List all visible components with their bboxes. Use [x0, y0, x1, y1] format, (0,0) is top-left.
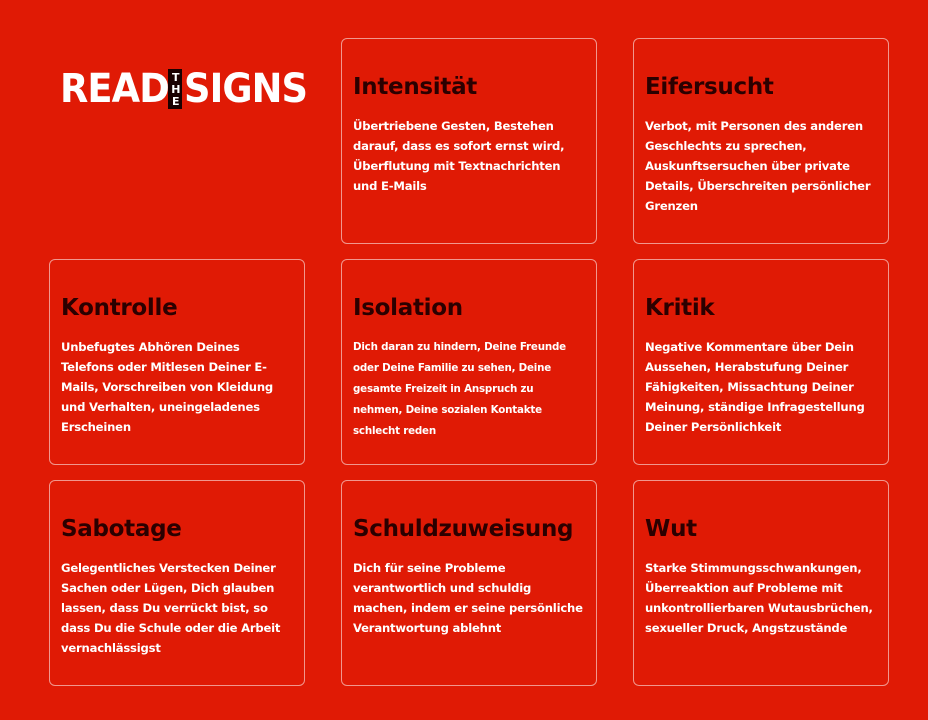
- card-text: Dich daran zu hindern, Deine Freunde oder Deine Familie zu sehen, Deine gesamte Freizeit in Anspruch zu nehmen, Deine sozialen Kontakte schlecht reden: [353, 341, 566, 437]
- card-sabotage: [49, 480, 305, 686]
- card-title: Schuldzuweisung: [353, 516, 574, 542]
- card-title: Eifersucht: [645, 74, 774, 100]
- card-text: Negative Kommentare über Dein Aussehen, Herabstufung Deiner Fähigkeiten, Missachtung Deiner Meinung, ständige Infragestellung Deiner Persönlichkeit: [645, 340, 865, 434]
- card-wut: [633, 480, 889, 686]
- card-eifersucht: [633, 38, 889, 244]
- read-the-signs-logo: [60, 66, 318, 112]
- card-title: Sabotage: [61, 516, 182, 542]
- card-title: Kritik: [645, 295, 715, 321]
- logo-read-text: READ: [60, 66, 169, 112]
- logo-signs-text: SIGNS: [184, 66, 308, 112]
- card-kritik: [633, 259, 889, 465]
- card-schuldzuweisung: [341, 480, 597, 686]
- card-title: Wut: [645, 516, 697, 542]
- card-text: Verbot, mit Personen des anderen Geschlechts zu sprechen, Auskunftsersuchen über private Details, Überschreiten persönlicher Grenzen: [645, 119, 871, 213]
- card-isolation: [341, 259, 597, 465]
- card-kontrolle: [49, 259, 305, 465]
- card-intensitaet: [341, 38, 597, 244]
- card-text: Übertriebene Gesten, Bestehen darauf, dass es sofort ernst wird, Überflutung mit Textnachrichten und E-Mails: [353, 119, 565, 193]
- card-title: Kontrolle: [61, 295, 178, 321]
- card-title: Intensität: [353, 74, 477, 100]
- card-text: Dich für seine Probleme verantwortlich und schuldig machen, indem er seine persönliche Verantwortung ablehnt: [353, 561, 583, 635]
- card-text: Starke Stimmungsschwankungen, Überreaktion auf Probleme mit unkontrollierbaren Wutausbrüchen, sexueller Druck, Angstzustände: [645, 561, 873, 635]
- card-text: Unbefugtes Abhören Deines Telefons oder Mitlesen Deiner E-Mails, Vorschreiben von Kleidung und Verhalten, uneingeladenes Erscheinen: [61, 340, 274, 434]
- card-text: Gelegentliches Verstecken Deiner Sachen oder Lügen, Dich glauben lassen, dass Du verrückt bist, so dass Du die Schule oder die Arbeit vernachlässigst: [61, 561, 281, 655]
- logo-the-text: THE: [169, 71, 183, 107]
- card-title: Isolation: [353, 295, 463, 321]
